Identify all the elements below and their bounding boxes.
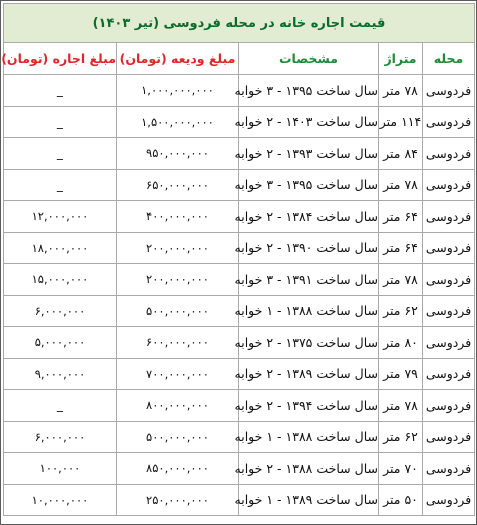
cell-size: ۷۹ متر bbox=[379, 358, 423, 390]
cell-size: ۷۸ متر bbox=[379, 75, 423, 107]
cell-description: سال ساخت ۱۴۰۳ - ۲ خوابه bbox=[239, 106, 379, 138]
cell-rent: ۱۲,۰۰۰,۰۰۰ bbox=[4, 201, 117, 233]
table-title: قیمت اجاره خانه در محله فردوسی (تیر ۱۴۰۳) bbox=[4, 4, 475, 43]
cell-area: فردوسی bbox=[423, 75, 475, 107]
cell-rent: ۶,۰۰۰,۰۰۰ bbox=[4, 295, 117, 327]
cell-area: فردوسی bbox=[423, 169, 475, 201]
cell-deposit: ۶۰۰,۰۰۰,۰۰۰ bbox=[117, 327, 239, 359]
table-row bbox=[4, 201, 475, 233]
cell-size: ۷۰ متر bbox=[379, 453, 423, 485]
cell-description: سال ساخت ۱۳۸۸ - ۲ خوابه bbox=[239, 453, 379, 485]
cell-size: ۸۰ متر bbox=[379, 327, 423, 359]
header-area: محله bbox=[423, 43, 475, 75]
cell-description: سال ساخت ۱۳۷۵ - ۲ خوابه bbox=[239, 327, 379, 359]
table-row bbox=[4, 264, 475, 296]
cell-description: سال ساخت ۱۳۹۴ - ۲ خوابه bbox=[239, 390, 379, 422]
cell-deposit: ۴۰۰,۰۰۰,۰۰۰ bbox=[117, 201, 239, 233]
table-row bbox=[4, 138, 475, 170]
cell-rent: ۱۰۰,۰۰۰ bbox=[4, 453, 117, 485]
cell-rent: _ bbox=[4, 138, 117, 170]
cell-rent: ۱۰,۰۰۰,۰۰۰ bbox=[4, 484, 117, 516]
cell-description: سال ساخت ۱۳۸۸ - ۱ خوابه bbox=[239, 295, 379, 327]
cell-rent: _ bbox=[4, 106, 117, 138]
cell-deposit: ۵۰۰,۰۰۰,۰۰۰ bbox=[117, 295, 239, 327]
cell-size: ۷۸ متر bbox=[379, 264, 423, 296]
table-header-row bbox=[4, 43, 475, 75]
cell-deposit: ۱,۰۰۰,۰۰۰,۰۰۰ bbox=[117, 75, 239, 107]
cell-rent: ۵,۰۰۰,۰۰۰ bbox=[4, 327, 117, 359]
table-row bbox=[4, 327, 475, 359]
cell-size: ۵۰ متر bbox=[379, 484, 423, 516]
cell-area: فردوسی bbox=[423, 106, 475, 138]
table-row bbox=[4, 421, 475, 453]
table-row bbox=[4, 453, 475, 485]
cell-size: ۶۲ متر bbox=[379, 421, 423, 453]
cell-description: سال ساخت ۱۳۸۴ - ۲ خوابه bbox=[239, 201, 379, 233]
cell-description: سال ساخت ۱۳۸۹ - ۱ خوابه bbox=[239, 484, 379, 516]
table-row bbox=[4, 390, 475, 422]
cell-description: سال ساخت ۱۳۹۵ - ۳ خوابه bbox=[239, 169, 379, 201]
rent-price-table bbox=[3, 3, 475, 516]
cell-description: سال ساخت ۱۳۹۵ - ۳ خوابه bbox=[239, 75, 379, 107]
cell-area: فردوسی bbox=[423, 484, 475, 516]
table-row bbox=[4, 106, 475, 138]
cell-description: سال ساخت ۱۳۹۳ - ۲ خوابه bbox=[239, 138, 379, 170]
cell-deposit: ۲۰۰,۰۰۰,۰۰۰ bbox=[117, 264, 239, 296]
table-body bbox=[4, 75, 475, 516]
cell-rent: ۱۸,۰۰۰,۰۰۰ bbox=[4, 232, 117, 264]
cell-rent: _ bbox=[4, 390, 117, 422]
cell-area: فردوسی bbox=[423, 390, 475, 422]
cell-description: سال ساخت ۱۳۸۸ - ۱ خوابه bbox=[239, 421, 379, 453]
table-row bbox=[4, 232, 475, 264]
cell-rent: ۹,۰۰۰,۰۰۰ bbox=[4, 358, 117, 390]
header-rent: مبلغ اجاره (تومان) bbox=[4, 43, 117, 75]
cell-deposit: ۵۰۰,۰۰۰,۰۰۰ bbox=[117, 421, 239, 453]
cell-area: فردوسی bbox=[423, 232, 475, 264]
cell-size: ۷۸ متر bbox=[379, 169, 423, 201]
cell-deposit: ۸۵۰,۰۰۰,۰۰۰ bbox=[117, 453, 239, 485]
cell-rent: _ bbox=[4, 169, 117, 201]
table-title-row bbox=[4, 4, 475, 43]
cell-rent: ۱۵,۰۰۰,۰۰۰ bbox=[4, 264, 117, 296]
cell-deposit: ۲۵۰,۰۰۰,۰۰۰ bbox=[117, 484, 239, 516]
cell-area: فردوسی bbox=[423, 453, 475, 485]
cell-deposit: ۱,۵۰۰,۰۰۰,۰۰۰ bbox=[117, 106, 239, 138]
cell-rent: ۶,۰۰۰,۰۰۰ bbox=[4, 421, 117, 453]
cell-area: فردوسی bbox=[423, 295, 475, 327]
cell-deposit: ۲۰۰,۰۰۰,۰۰۰ bbox=[117, 232, 239, 264]
cell-rent: _ bbox=[4, 75, 117, 107]
cell-deposit: ۶۵۰,۰۰۰,۰۰۰ bbox=[117, 169, 239, 201]
cell-description: سال ساخت ۱۳۹۱ - ۳ خوابه bbox=[239, 264, 379, 296]
cell-size: ۸۴ متر bbox=[379, 138, 423, 170]
cell-size: ۷۸ متر bbox=[379, 390, 423, 422]
table-row bbox=[4, 75, 475, 107]
table-row bbox=[4, 484, 475, 516]
cell-size: ۶۴ متر bbox=[379, 232, 423, 264]
header-size: متراژ bbox=[379, 43, 423, 75]
cell-size: ۶۲ متر bbox=[379, 295, 423, 327]
cell-size: ۱۱۴ متر bbox=[379, 106, 423, 138]
cell-area: فردوسی bbox=[423, 421, 475, 453]
cell-area: فردوسی bbox=[423, 264, 475, 296]
header-description: مشخصات bbox=[239, 43, 379, 75]
cell-area: فردوسی bbox=[423, 138, 475, 170]
table-row bbox=[4, 169, 475, 201]
cell-area: فردوسی bbox=[423, 327, 475, 359]
header-deposit: مبلغ ودیعه (تومان) bbox=[117, 43, 239, 75]
cell-deposit: ۹۵۰,۰۰۰,۰۰۰ bbox=[117, 138, 239, 170]
cell-description: سال ساخت ۱۳۸۹ - ۲ خوابه bbox=[239, 358, 379, 390]
cell-deposit: ۸۰۰,۰۰۰,۰۰۰ bbox=[117, 390, 239, 422]
table-row bbox=[4, 358, 475, 390]
cell-deposit: ۷۰۰,۰۰۰,۰۰۰ bbox=[117, 358, 239, 390]
cell-size: ۶۴ متر bbox=[379, 201, 423, 233]
cell-area: فردوسی bbox=[423, 358, 475, 390]
table-row bbox=[4, 295, 475, 327]
cell-area: فردوسی bbox=[423, 201, 475, 233]
cell-description: سال ساخت ۱۳۹۰ - ۲ خوابه bbox=[239, 232, 379, 264]
